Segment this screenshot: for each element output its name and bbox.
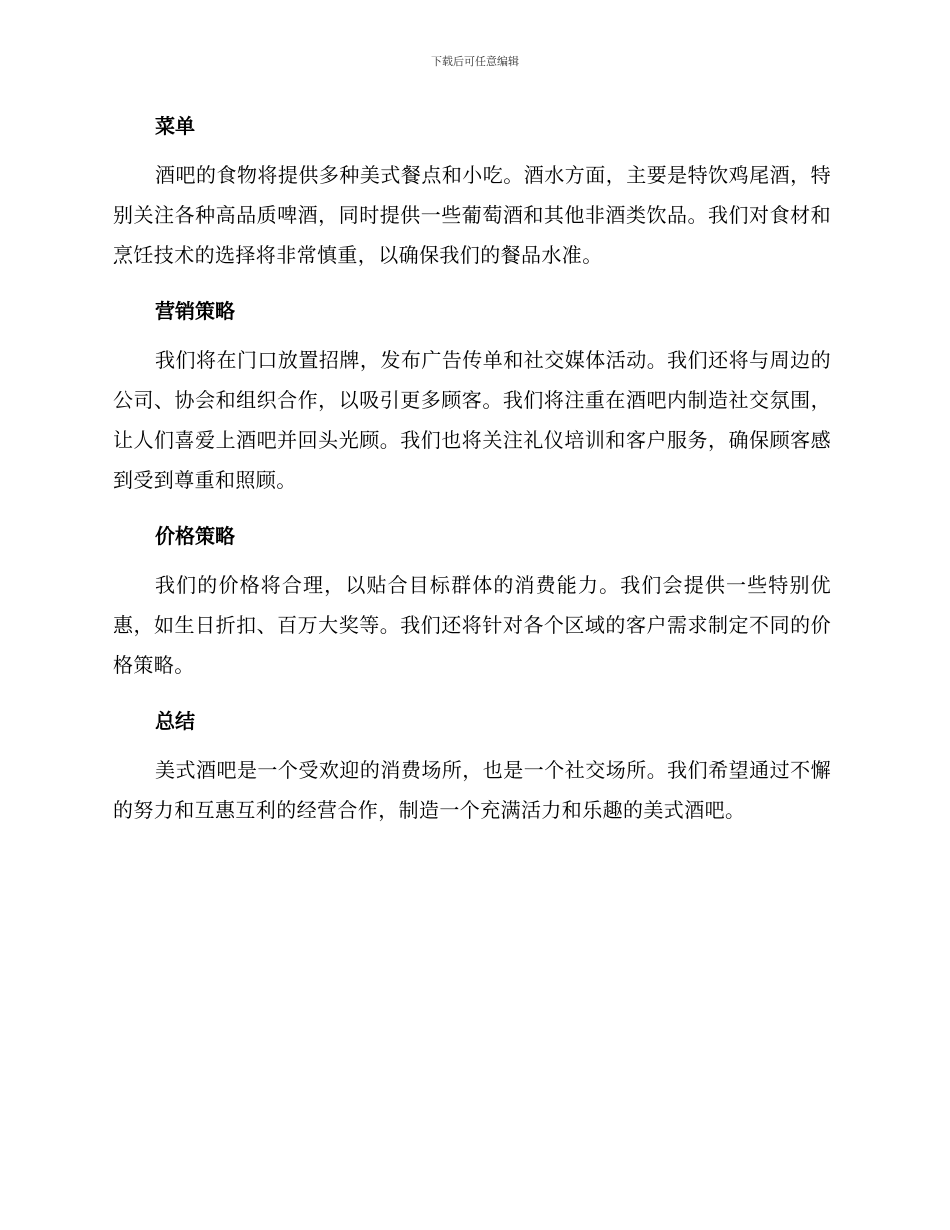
section-paragraph: 酒吧的食物将提供多种美式餐点和小吃。酒水方面，主要是特饮鸡尾酒，特别关注各种高品质啤酒，同时提供一些葡萄酒和其他非酒类饮品。我们对食材和烹饪技术的选择将非常慎重，以确保我们的餐品水准。 bbox=[113, 163, 831, 267]
section-summary bbox=[113, 701, 831, 830]
section-pricing-strategy bbox=[113, 516, 831, 685]
section-heading: 价格策略 bbox=[155, 524, 235, 548]
section-marketing-strategy bbox=[113, 291, 831, 500]
section-heading: 总结 bbox=[155, 709, 195, 733]
document-body bbox=[113, 106, 831, 846]
section-menu bbox=[113, 106, 831, 275]
section-paragraph: 我们将在门口放置招牌，发布广告传单和社交媒体活动。我们还将与周边的公司、协会和组织合作，以吸引更多顾客。我们将注重在酒吧内制造社交氛围，让人们喜爱上酒吧并回头光顾。我们也将关注礼仪培训和客户服务，确保顾客感到受到尊重和照顾。 bbox=[113, 348, 831, 492]
section-paragraph: 美式酒吧是一个受欢迎的消费场所，也是一个社交场所。我们希望通过不懈的努力和互惠互利的经营合作，制造一个充满活力和乐趣的美式酒吧。 bbox=[113, 758, 831, 822]
section-paragraph: 我们的价格将合理，以贴合目标群体的消费能力。我们会提供一些特别优惠，如生日折扣、百万大奖等。我们还将针对各个区域的客户需求制定不同的价格策略。 bbox=[113, 573, 831, 677]
section-heading: 营销策略 bbox=[155, 299, 235, 323]
header-note: 下载后可任意编辑 bbox=[431, 55, 519, 68]
section-heading: 菜单 bbox=[155, 114, 195, 138]
